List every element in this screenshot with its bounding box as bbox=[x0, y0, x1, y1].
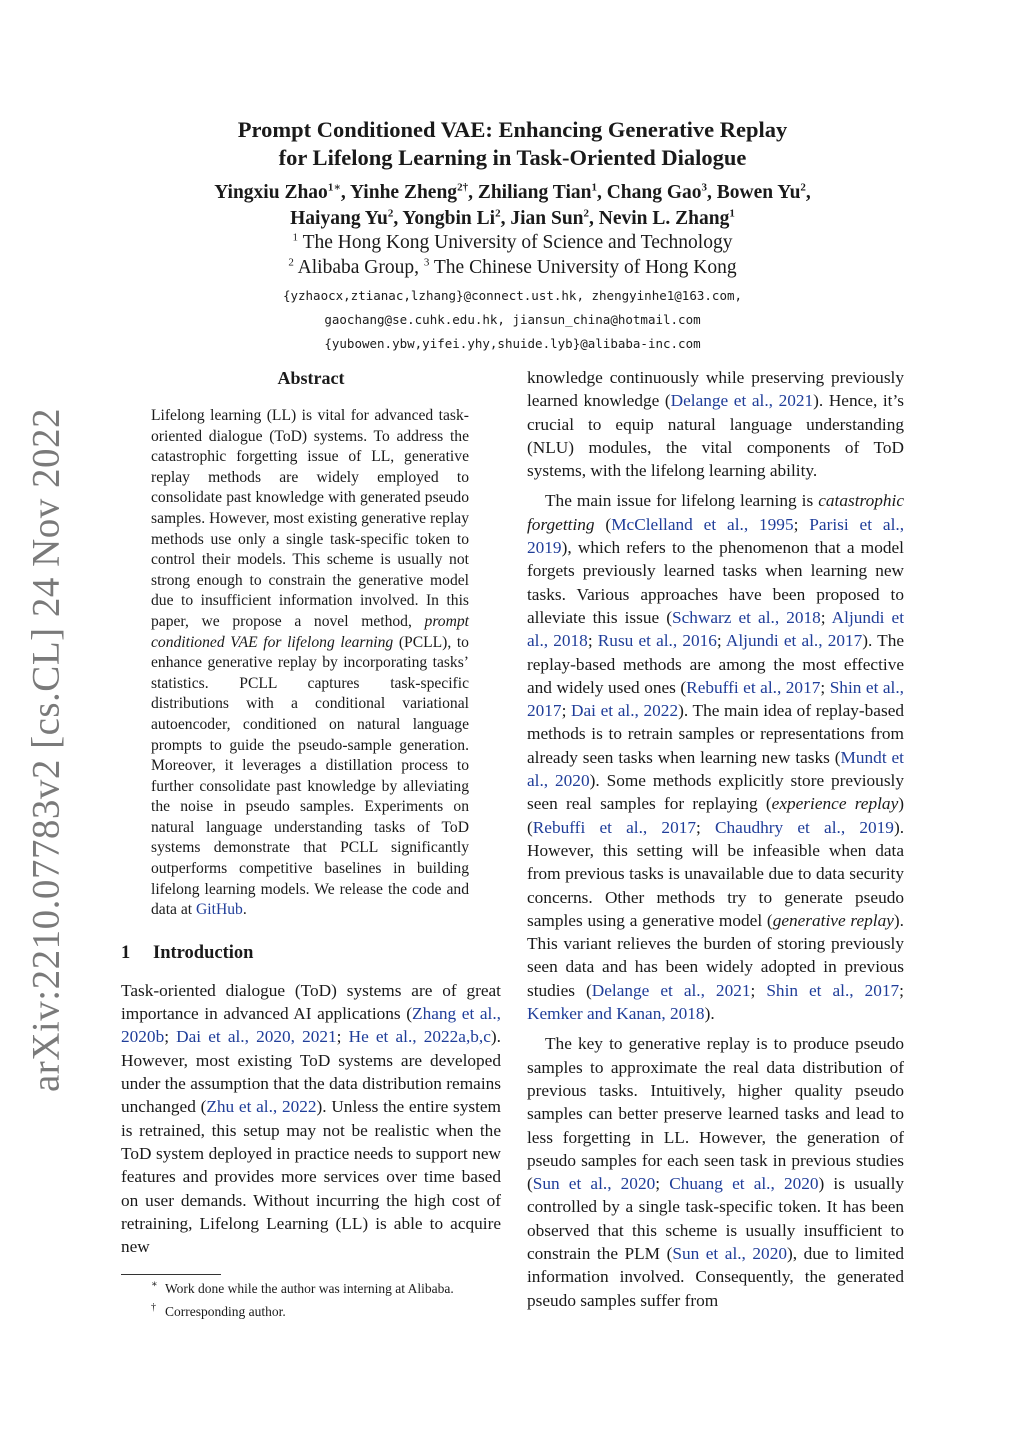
author-list bbox=[150, 180, 875, 232]
footnote-mark: † bbox=[151, 1302, 156, 1314]
author-sup: 3 bbox=[701, 181, 708, 194]
title-line-2: for Lifelong Learning in Task-Oriented Dialogue bbox=[278, 145, 747, 170]
abstract-text bbox=[151, 406, 469, 921]
citation-link[interactable]: Kemker and Kanan, 2018 bbox=[527, 1004, 705, 1024]
paper-title bbox=[150, 116, 875, 172]
method-name: prompt conditioned VAE for lifelong learning bbox=[151, 612, 469, 651]
citation-link[interactable]: Delange et al., 2021 bbox=[670, 391, 814, 411]
author-sup: 2 bbox=[583, 207, 590, 220]
affiliations bbox=[150, 230, 875, 280]
citation-link[interactable]: Aljundi et al., 2018 bbox=[527, 607, 904, 651]
text: Task-oriented dialogue (ToD) systems are of great importance in advanced AI applications ( bbox=[121, 980, 501, 1024]
author-name: Bowen Yu bbox=[716, 182, 801, 203]
text: ). However, most existing ToD systems are developed under the assumption that the data distribution remains unchanged ( bbox=[121, 1027, 501, 1117]
text: ) is usually controlled by a single task-specific token. It has been observed that this scheme is usually insufficient to constrain the PLM ( bbox=[527, 1174, 905, 1263]
abstract-heading: Abstract bbox=[277, 368, 345, 388]
footnote-2 bbox=[121, 1302, 501, 1321]
title-line-1: Prompt Conditioned VAE: Enhancing Generative Replay bbox=[237, 117, 788, 142]
text: ), which refers to the phenomenon that a model forgets previously learned tasks when learning new tasks. Various approaches have been proposed to alleviate this issue ( bbox=[527, 538, 904, 627]
text: ; bbox=[793, 514, 810, 534]
emphasis: catastrophic forgetting bbox=[527, 491, 904, 534]
citation-link[interactable]: Chaudhry et al., 2019 bbox=[715, 817, 894, 837]
text: ; bbox=[696, 817, 716, 837]
abstract-part: (PCLL), to enhance generative replay by incorporating tasks’ statistics. PCLL captures task-specific distributions with a conditional variational autoencoder, conditioned on natural language prompts to guide the pseudo-sample generation. Moreover, it leverages a distillation process to further consolidate past knowledge by alleviating the noise in pseudo samples. Experiments on natural language understanding tasks of ToD systems demonstrate that PCLL significantly outperforms competitive baselines in building lifelong learning models. We release the code and data at bbox=[151, 633, 469, 919]
abstract-part: . bbox=[242, 901, 247, 919]
author-name: Jian Sun bbox=[510, 208, 584, 229]
author-name: Haiyang Yu bbox=[290, 208, 388, 229]
citation-link[interactable]: Chuang et al., 2020 bbox=[669, 1174, 819, 1194]
footnote-mark: ∗ bbox=[151, 1279, 158, 1291]
text: ). This variant relieves the burden of storing previously seen data and has been widely adopted in previous studies ( bbox=[527, 910, 904, 1000]
citation-link[interactable]: Rebuffi et al., 2017 bbox=[686, 677, 821, 697]
section-title: Introduction bbox=[153, 942, 254, 963]
text: ; bbox=[750, 980, 767, 1000]
affiliation-2-3 bbox=[150, 255, 875, 280]
affil-name: The Chinese University of Hong Kong bbox=[433, 257, 737, 278]
email-line: {yubowen.ybw,yifei.yhy,shuide.lyb}@alibaba-inc.com bbox=[324, 336, 701, 351]
intro-paragraph-1 bbox=[121, 979, 501, 1259]
citation-link[interactable]: Shin et al., 2017 bbox=[766, 980, 900, 1000]
text: ; bbox=[561, 701, 572, 721]
author-sup: 2 bbox=[800, 181, 806, 194]
affil-name: Alibaba Group, bbox=[297, 257, 419, 278]
citation-link[interactable]: Delange et al., 2021 bbox=[591, 980, 751, 1000]
author-name: Yinhe Zheng bbox=[349, 182, 458, 203]
footnote-1 bbox=[121, 1279, 501, 1298]
citation-link[interactable]: Sun et al., 2020 bbox=[672, 1243, 787, 1263]
author-line-1: Yingxiu Zhao$^{1∗}$, Yinhe Zheng$^{2\dagger}$, Zhiliang Tian$^1$, Chang Gao$^3$, Bowen Yu$^2$, bbox=[214, 181, 811, 203]
text: ). Some methods explicitly store previously seen real samples for replaying ( bbox=[527, 771, 904, 814]
author-sup: 1∗ bbox=[327, 181, 341, 194]
right-column bbox=[527, 366, 904, 1312]
text: ; bbox=[164, 1027, 177, 1047]
footnote-rule bbox=[121, 1274, 221, 1275]
intro-paragraph-3 bbox=[527, 1032, 904, 1312]
author-sup: 1 bbox=[729, 207, 735, 220]
text: ). The main idea of replay-based methods is to retrain samples or representations from already seen tasks when learning new tasks ( bbox=[527, 701, 905, 767]
author-sup: 2 bbox=[495, 207, 501, 220]
affil-sup: 1 bbox=[292, 231, 299, 244]
emphasis: experience replay bbox=[771, 794, 899, 814]
author-name: Yingxiu Zhao bbox=[214, 182, 328, 203]
citation-link[interactable]: Dai et al., 2020, 2021 bbox=[176, 1027, 337, 1047]
text: ; bbox=[655, 1174, 670, 1194]
affil-name: The Hong Kong University of Science and Technology bbox=[302, 232, 733, 253]
text: ). The replay-based methods are among the most effective and widely used ones ( bbox=[527, 631, 905, 697]
text: ; bbox=[587, 631, 598, 651]
text: ). Unless the entire system is retrained, this setup may not be realistic when the ToD system deployed in practice needs to support new features and provides more services over time based on user demands. Without incurring the high cost of retraining, Lifelong Learning (LL) is able to acquire new bbox=[121, 1097, 501, 1257]
section-heading-introduction bbox=[121, 941, 501, 965]
affiliation-1 bbox=[150, 230, 875, 255]
arxiv-identifier: arXiv:2210.07783v2 [cs.CL] 24 Nov 2022 bbox=[24, 407, 68, 1093]
text: ; bbox=[820, 677, 830, 697]
citation-link[interactable]: Mundt et al., 2020 bbox=[527, 747, 904, 791]
left-column bbox=[121, 366, 501, 1321]
text: ; bbox=[336, 1027, 349, 1047]
author-name: Yongbin Li bbox=[402, 208, 496, 229]
text: ). Hence, it’s crucial to equip natural language understanding (NLU) modules, the vital components of ToD systems, with the lifelong learning ability. bbox=[527, 391, 904, 481]
section-number: 1 bbox=[121, 942, 131, 963]
citation-link[interactable]: Aljundi et al., 2017 bbox=[725, 631, 863, 651]
author-sup: 1 bbox=[591, 181, 597, 194]
emphasis: generative replay bbox=[772, 910, 894, 930]
text: ; bbox=[899, 980, 904, 1000]
citation-link[interactable]: Rusu et al., 2016 bbox=[597, 631, 717, 651]
affil-sup: 2 bbox=[288, 256, 294, 269]
email-line: gaochang@se.cuhk.edu.hk, jiansun_china@hotmail.com bbox=[324, 312, 701, 327]
email-line: {yzhaocx,ztianac,lzhang}@connect.ust.hk, zhengyinhe1@163.com, bbox=[282, 288, 743, 303]
author-sup: 2 bbox=[387, 207, 394, 220]
author-name: Nevin L. Zhang bbox=[598, 208, 730, 229]
text: ) ( bbox=[527, 794, 904, 837]
author-name: Zhiliang Tian bbox=[477, 182, 592, 203]
text: ). However, this setting will be infeasible when data from previous tasks is unavailable due to data security concerns. Other methods try to generate pseudo samples using a generative model ( bbox=[527, 817, 905, 930]
citation-link[interactable]: Zhang et al., 2020b bbox=[121, 1004, 501, 1047]
citation-link[interactable]: Parisi et al., 2019 bbox=[527, 514, 905, 558]
text: ; bbox=[820, 607, 832, 627]
citation-link[interactable]: He et al., 2022a,b,c bbox=[348, 1027, 491, 1047]
footnote-text: Work done while the author was interning at Alibaba. bbox=[165, 1281, 454, 1297]
citation-link[interactable]: Zhu et al., 2022 bbox=[206, 1097, 317, 1117]
author-sup: 2† bbox=[457, 181, 469, 194]
text: ( bbox=[594, 514, 612, 534]
citation-link[interactable]: Rebuffi et al., 2017 bbox=[532, 817, 696, 837]
citation-link[interactable]: Schwarz et al., 2018 bbox=[671, 607, 821, 627]
intro-paragraph-2 bbox=[527, 489, 904, 1025]
text: ). bbox=[704, 1004, 715, 1024]
intro-paragraph-1-cont bbox=[527, 366, 904, 482]
arxiv-sidebar bbox=[18, 407, 74, 1093]
text: ; bbox=[716, 631, 726, 651]
text: The main issue for lifelong learning is bbox=[545, 491, 819, 511]
citation-link[interactable]: Sun et al., 2020 bbox=[532, 1174, 656, 1194]
citation-link[interactable]: Shin et al., 2017 bbox=[527, 677, 905, 721]
abstract-part: Lifelong learning (LL) is vital for advanced task-oriented dialogue (ToD) systems. To address the catastrophic forgetting issue of LL, generative replay methods are widely employed to consolidate past knowledge with generated pseudo samples. However, most existing generative replay methods use only a single task-specific token to control their models. This scheme is usually not strong enough to constrain the generative model due to insufficient information involved. In this paper, we propose a novel method, bbox=[151, 407, 469, 630]
github-link[interactable]: GitHub bbox=[196, 901, 243, 919]
footnote-text: Corresponding author. bbox=[165, 1304, 286, 1320]
affil-sup: 3 bbox=[423, 256, 430, 269]
citation-link[interactable]: McClelland et al., 1995 bbox=[611, 514, 794, 534]
email-block bbox=[150, 284, 875, 356]
text: knowledge continuously while preserving previously learned knowledge ( bbox=[527, 368, 904, 411]
author-name: Chang Gao bbox=[606, 182, 702, 203]
citation-link[interactable]: Dai et al., 2022 bbox=[571, 701, 679, 721]
text: The key to generative replay is to produce pseudo samples to approximate the real data distribution of previous tasks. Intuitively, higher quality pseudo samples can better preserve learned tasks and lead to less forgetting in LL. However, the generation of pseudo samples for each seen task in previous studies ( bbox=[527, 1034, 904, 1194]
author-line-2: Haiyang Yu$^2$, Yongbin Li$^2$, Jian Sun$^2$, Nevin L. Zhang$^1$ bbox=[290, 207, 735, 229]
text: ), due to limited information involved. Consequently, the generated pseudo samples suffer from bbox=[527, 1243, 905, 1310]
